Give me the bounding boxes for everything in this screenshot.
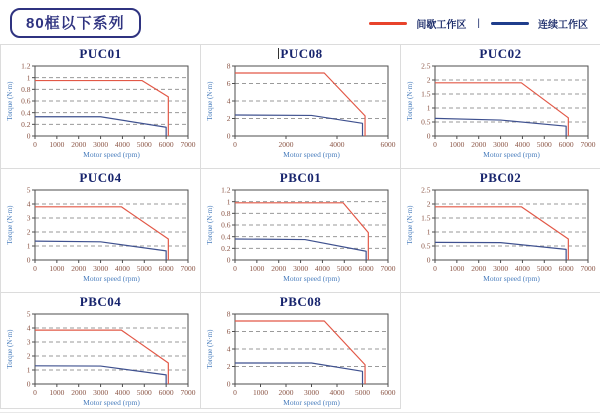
series-title-badge: 80框以下系列 (10, 8, 141, 38)
y-tick-label: 8 (226, 61, 230, 71)
y-tick-label: 0.4 (220, 232, 230, 242)
y-tick-label: 0 (26, 131, 30, 141)
x-axis-label: Motor speed (rpm) (482, 150, 540, 159)
x-tick-label: 7000 (580, 140, 595, 149)
series-line-blue_line (35, 117, 166, 136)
y-axis-label: Torque (N·m) (405, 205, 414, 245)
chart-cell-puc08 (201, 45, 401, 169)
torque-speed-chart (405, 185, 597, 285)
series-line-red_line (435, 207, 568, 260)
x-tick-label: 4000 (514, 140, 530, 149)
y-tick-label: 2 (26, 351, 30, 361)
y-tick-label: 2.5 (420, 61, 430, 71)
x-tick-label: 0 (432, 140, 437, 149)
x-tick-label: 6000 (380, 140, 395, 149)
x-tick-label: 5000 (536, 264, 552, 273)
chart-cell-puc02 (401, 45, 600, 169)
x-tick-label: 2000 (470, 140, 486, 149)
y-tick-label: 6 (226, 79, 230, 89)
series-line-red_line (235, 203, 368, 260)
y-tick-label: 8 (226, 309, 230, 319)
x-tick-label: 1000 (48, 140, 64, 149)
chart-title: PUC02 (479, 46, 522, 61)
y-tick-label: 1 (26, 365, 30, 375)
plot-border (35, 314, 188, 384)
y-axis-label: Torque (N·m) (405, 81, 414, 121)
chart-title: PBC02 (479, 170, 522, 185)
y-tick-label: 1.5 (420, 213, 430, 223)
x-tick-label: 5000 (136, 140, 152, 149)
x-tick-label: 2000 (70, 388, 86, 397)
x-tick-label: 0 (32, 264, 37, 273)
x-tick-label: 4000 (114, 388, 130, 397)
y-tick-label: 1.5 (420, 89, 430, 99)
y-tick-label: 4 (226, 344, 230, 354)
y-axis-label: Torque (N·m) (5, 81, 14, 121)
y-tick-label: 0.5 (420, 117, 430, 127)
x-tick-label: 0 (232, 264, 237, 273)
y-tick-label: 4 (26, 323, 30, 333)
x-tick-label: 5000 (536, 140, 552, 149)
x-tick-label: 6000 (558, 264, 574, 273)
chart-cell-puc04 (1, 169, 201, 293)
intermittent-zone-label: 间歇工作区 (416, 20, 467, 31)
y-tick-label: 1.2 (20, 61, 30, 71)
y-tick-label: 1 (226, 197, 230, 207)
x-tick-label: 6000 (380, 388, 395, 397)
y-tick-label: 1 (426, 227, 430, 237)
y-tick-label: 5 (26, 185, 30, 195)
charts-grid (0, 44, 600, 409)
x-tick-label: 0 (432, 264, 437, 273)
x-tick-label: 4000 (514, 264, 530, 273)
x-tick-label: 3000 (92, 388, 108, 397)
x-tick-label: 6000 (158, 264, 174, 273)
x-tick-label: 4000 (329, 140, 344, 149)
chart-cell-pbc02 (401, 169, 600, 293)
chart-title: PUC04 (79, 170, 122, 185)
y-tick-label: 0.6 (220, 220, 230, 230)
x-tick-label: 3000 (92, 140, 108, 149)
torque-speed-chart (5, 185, 197, 285)
chart-cell-pbc08 (201, 293, 401, 409)
y-tick-label: 2 (426, 199, 430, 209)
torque-speed-chart (5, 61, 197, 161)
x-tick-label: 5000 (136, 388, 152, 397)
y-tick-label: 3 (26, 337, 30, 347)
y-tick-label: 5 (26, 309, 30, 319)
y-tick-label: 2 (226, 114, 230, 124)
y-tick-label: 0.8 (20, 84, 30, 94)
torque-speed-chart (205, 61, 397, 161)
y-tick-label: 1 (26, 73, 30, 83)
x-tick-label: 7000 (180, 388, 195, 397)
x-axis-label: Motor speed (rpm) (82, 398, 140, 407)
empty-cell (401, 293, 600, 409)
x-tick-label: 3000 (292, 264, 308, 273)
header (0, 0, 600, 44)
series-line-red_line (435, 83, 568, 136)
x-tick-label: 0 (32, 388, 37, 397)
x-axis-label: Motor speed (rpm) (282, 274, 340, 283)
x-tick-label: 3000 (492, 140, 508, 149)
torque-speed-chart (5, 309, 197, 409)
x-axis-label: Motor speed (rpm) (282, 150, 340, 159)
x-tick-label: 5000 (136, 264, 152, 273)
chart-cell-pbc01 (201, 169, 401, 293)
chart-title: PUC08 (280, 46, 323, 61)
plot-border (35, 190, 188, 260)
continuous-zone-line-icon (491, 22, 529, 25)
y-tick-label: 0 (426, 131, 430, 141)
x-tick-label: 1000 (448, 264, 464, 273)
x-tick-label: 1000 (252, 388, 268, 397)
y-tick-label: 0 (226, 255, 230, 265)
chart-title: PBC04 (79, 294, 122, 309)
y-tick-label: 0.8 (220, 208, 230, 218)
x-tick-label: 0 (232, 388, 237, 397)
y-axis-label: Torque (N·m) (205, 329, 214, 369)
y-tick-label: 0.4 (20, 108, 30, 118)
y-axis-label: Torque (N·m) (205, 205, 214, 245)
series-line-blue_line (435, 118, 566, 136)
x-tick-label: 2000 (70, 264, 86, 273)
x-tick-label: 2000 (270, 264, 286, 273)
x-tick-label: 6000 (358, 264, 374, 273)
chart-cell-pbc04 (1, 293, 201, 409)
chart-cell-puc01 (1, 45, 201, 169)
x-tick-label: 1000 (48, 388, 64, 397)
y-tick-label: 0 (426, 255, 430, 265)
y-tick-label: 0.5 (420, 241, 430, 251)
x-tick-label: 3000 (492, 264, 508, 273)
x-tick-label: 4000 (114, 264, 130, 273)
y-tick-label: 0.2 (20, 119, 30, 129)
y-tick-label: 2.5 (420, 185, 430, 195)
continuous-zone-label: 连续工作区 (538, 20, 588, 31)
x-tick-label: 6000 (158, 140, 174, 149)
y-tick-label: 2 (426, 75, 430, 85)
y-tick-label: 4 (226, 96, 230, 106)
x-tick-label: 4000 (314, 264, 330, 273)
x-tick-label: 4000 (114, 140, 130, 149)
series-line-blue_line (435, 242, 566, 260)
x-tick-label: 0 (232, 140, 237, 149)
text-cursor (278, 48, 279, 59)
y-axis-label: Torque (N·m) (5, 329, 14, 369)
y-tick-label: 0 (26, 379, 30, 389)
x-tick-label: 1000 (448, 140, 464, 149)
x-tick-label: 3000 (92, 264, 108, 273)
x-tick-label: 2000 (278, 388, 293, 397)
x-tick-label: 3000 (303, 388, 319, 397)
chart-title: PUC01 (79, 46, 122, 61)
series-line-blue_line (35, 241, 166, 260)
series-line-red_line (235, 321, 365, 384)
x-tick-label: 1000 (248, 264, 264, 273)
torque-speed-chart (405, 61, 597, 161)
series-line-blue_line (35, 366, 166, 384)
x-tick-label: 2000 (470, 264, 486, 273)
x-tick-label: 5000 (354, 388, 370, 397)
y-tick-label: 2 (26, 227, 30, 237)
x-tick-label: 6000 (558, 140, 574, 149)
series-line-red_line (35, 207, 168, 260)
legend (369, 16, 588, 31)
y-tick-label: 0.6 (20, 96, 30, 106)
y-tick-label: 0 (226, 379, 230, 389)
x-tick-label: 1000 (48, 264, 64, 273)
x-axis-label: Motor speed (rpm) (282, 398, 340, 407)
series-line-red_line (35, 330, 168, 384)
x-tick-label: 4000 (329, 388, 344, 397)
y-axis-label: Torque (N·m) (205, 81, 214, 121)
x-axis-label: Motor speed (rpm) (482, 274, 540, 283)
legend-separator: | (477, 18, 480, 29)
x-tick-label: 7000 (380, 264, 395, 273)
y-tick-label: 0.2 (220, 243, 230, 253)
y-tick-label: 6 (226, 327, 230, 337)
y-tick-label: 3 (26, 213, 30, 223)
y-tick-label: 1 (426, 103, 430, 113)
x-tick-label: 6000 (158, 388, 174, 397)
y-tick-label: 2 (226, 362, 230, 372)
x-tick-label: 7000 (180, 140, 195, 149)
x-axis-label: Motor speed (rpm) (82, 150, 140, 159)
torque-speed-chart (205, 309, 397, 409)
x-axis-label: Motor speed (rpm) (82, 274, 140, 283)
y-tick-label: 1.2 (220, 185, 230, 195)
chart-title: PBC01 (279, 170, 322, 185)
x-tick-label: 2000 (278, 140, 293, 149)
chart-title: PBC08 (279, 294, 322, 309)
torque-speed-chart (205, 185, 397, 285)
y-tick-label: 0 (226, 131, 230, 141)
intermittent-zone-line-icon (369, 22, 407, 25)
y-tick-label: 0 (26, 255, 30, 265)
x-tick-label: 5000 (336, 264, 352, 273)
x-tick-label: 0 (32, 140, 37, 149)
x-tick-label: 7000 (180, 264, 195, 273)
y-tick-label: 4 (26, 199, 30, 209)
x-tick-label: 2000 (70, 140, 86, 149)
y-tick-label: 1 (26, 241, 30, 251)
y-axis-label: Torque (N·m) (5, 205, 14, 245)
x-tick-label: 7000 (580, 264, 595, 273)
series-line-blue_line (235, 239, 366, 260)
series-line-red_line (235, 73, 365, 136)
